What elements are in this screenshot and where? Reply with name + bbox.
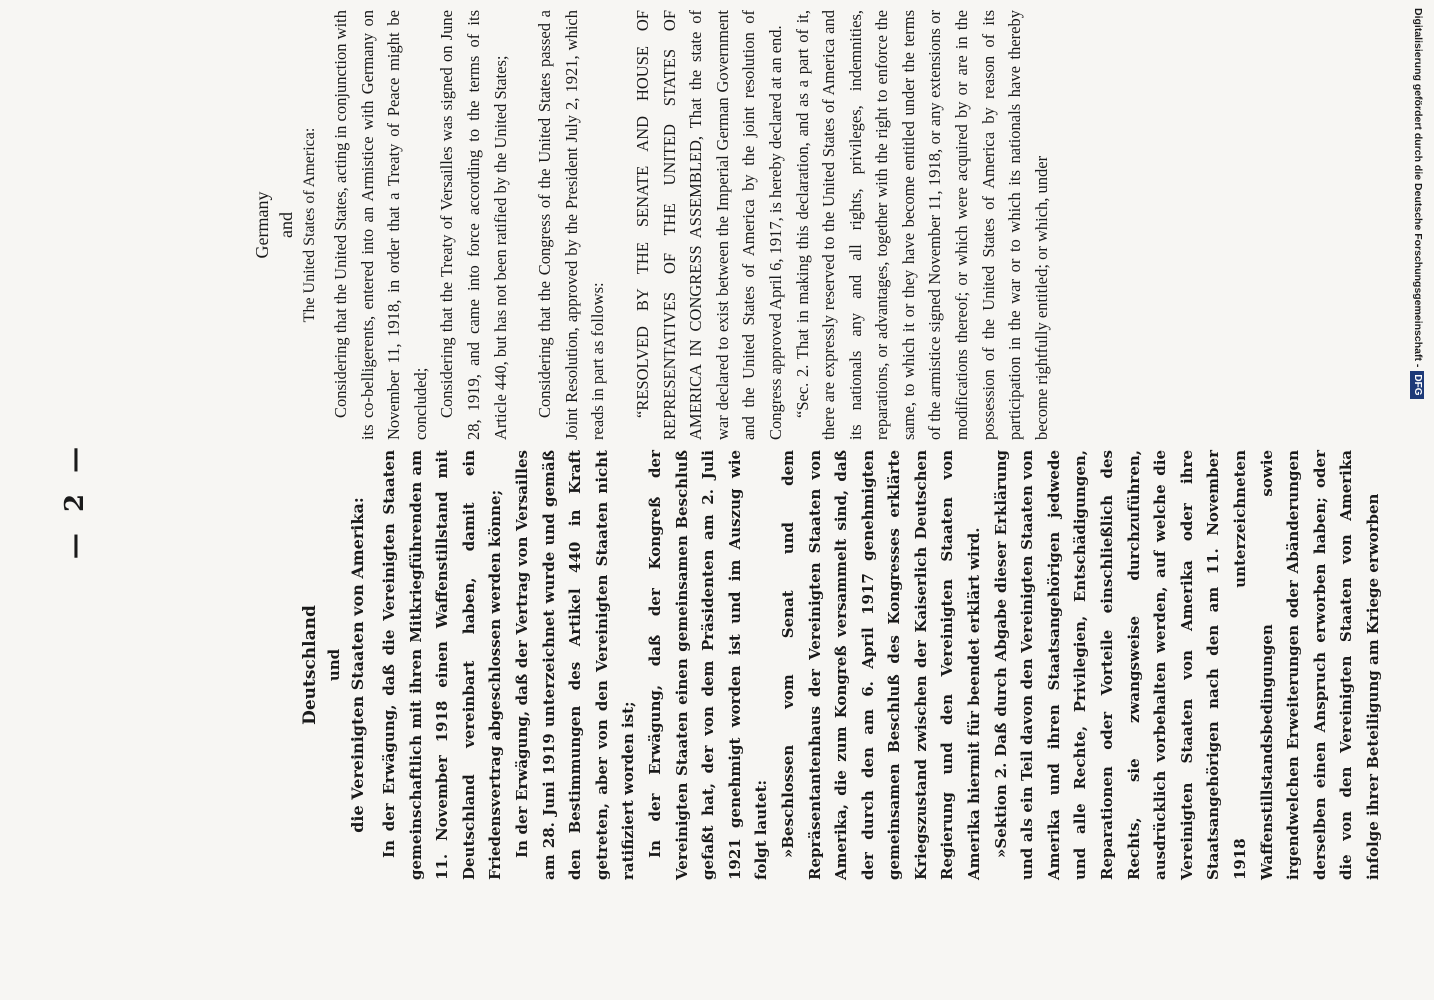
german-column — [298, 450, 1387, 880]
page-number: — 2 — — [60, 440, 90, 560]
dfg-logo: DFG — [1410, 371, 1424, 398]
german-title — [298, 450, 370, 880]
english-title-line3: The United States of America: — [301, 127, 318, 323]
german-paragraph: »Sektion 2. Daß durch Abgabe dieser Erklärung und als ein Teil davon den Vereinigten Staaten von Amerika und ihren Staatsangehörigen jedwede und alle Rechte, Privilegien, Entschädigungen, Reparationen oder Vorteile einschließlich des Rechts, sie zwangsweise durchzuführen, ausdrücklich vorbehalten werden, auf welche die Vereinigten Staaten von Amerika oder ihre Staatsangehörigen nach den am 11. November 1918 unterzeichneten Waffenstillstandsbedingungen sowie irgendwelchen Erweiterungen oder Abänderungen derselben einen Anspruch erworben haben; oder die von den Vereinigten Staaten von Amerika infolge ihrer Beteiligung am Kriege erworben — [991, 450, 1382, 880]
german-title-line1: Deutschland — [300, 605, 320, 725]
english-column — [250, 10, 1055, 440]
german-paragraph: In der Erwägung, daß der Vertrag von Versailles am 28. Juni 1919 unterzeichnet wurde und gemäß den Bestimmungen des Artikel 440 in Kraft getreten, aber von den Vereinigten Staaten nicht ratifiziert worden ist; — [512, 450, 638, 880]
german-paragraph: In der Erwägung, daß die Vereinigten Staaten gemeinschaftlich mit ihren Mitkriegführenden am 11. November 1918 einen Waffenstillstand mit Deutschland vereinbart haben, damit ein Friedensvertrag abgeschlossen werden könne; — [380, 450, 505, 880]
english-paragraph: Considering that the United States, acting in conjunction with its co-belligerents, entered into an Armistice with Germany on November 11, 1918, in order that a Treaty of Peace might be concluded; — [331, 10, 430, 440]
english-paragraph: “RESOLVED BY THE SENATE AND HOUSE OF REPRESENTATIVES OF THE UNITED STATES OF AMERICA IN CONGRESS ASSEMBLED, That the state of war declared to exist between the Imperial German Government and the United States of America by the joint resolution of Congress approved April 6, 1917, is hereby declared at an end. — [632, 10, 785, 440]
english-paragraph: Considering that the Congress of the United States passed a Joint Resolution, approved by the President July 2, 1921, which reads in part as follows: — [535, 10, 608, 440]
digitization-credit — [1406, 8, 1430, 398]
english-paragraph: “Sec. 2. That in making this declaration, and as a part of it, there are expressly reserved to the United States of America and its nationals any and all rights, privileges, indemnities, reparations, or advantages, together with the right to enforce the same, to which it or they have become entitled under the terms of the armistice signed November 11, 1918, or any extensions or modifications thereof; or which were acquired by or are in the possession of the United States of America by reason of its participation in the war or to which its nationals have thereby become rightfully entitled; or which, under — [792, 10, 1051, 440]
german-title-line3: die Vereinigten Staaten von Amerika: — [348, 497, 367, 833]
english-title — [250, 10, 322, 440]
german-title-line2: und — [325, 648, 343, 682]
credit-text: Digitalisierung gefördert durch die Deutsche Forschungsgemeinschaft - — [1412, 8, 1424, 368]
english-title-line1: Germany — [252, 191, 272, 259]
english-paragraph: Considering that the Treaty of Versailles was signed on June 28, 1919, and came into force according to the terms of its Article 440, but has not been ratified by the United States; — [437, 10, 510, 440]
german-paragraph: »Beschlossen vom Senat und dem Repräsentantenhaus der Vereinigten Staaten von Amerika, die zum Kongreß versammelt sind, daß der durch den am 6. April 1917 genehmigten gemeinsamen Beschluß des Kongresses erklärte Kriegszustand zwischen der Kaiserlich Deutschen Regierung und den Vereinigten Staaten von Amerika hiermit für beendet erklärt wird. — [778, 450, 984, 880]
english-title-line2: and — [276, 212, 296, 238]
german-paragraph: In der Erwägung, daß der Kongreß der Vereinigten Staaten einen gemeinsamen Beschluß gefaßt hat, der von dem Präsidenten am 2. Juli 1921 genehmigt worden ist und im Auszug wie folgt lautet: — [645, 450, 771, 880]
